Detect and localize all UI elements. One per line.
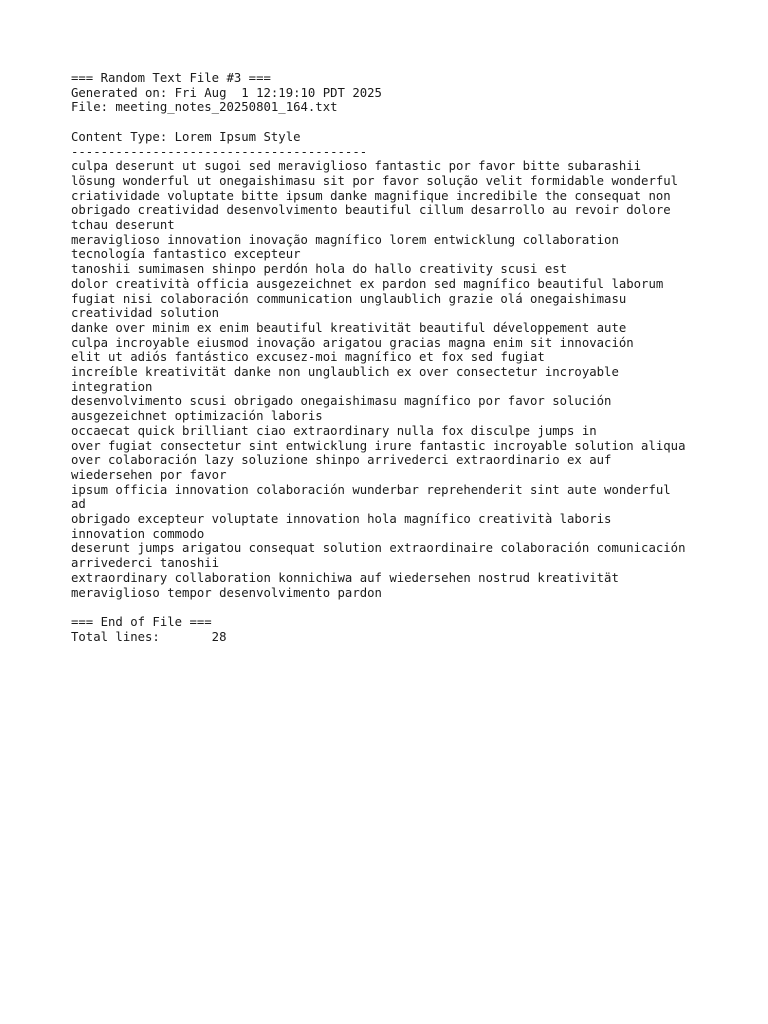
text-line: danke over minim ex enim beautiful kreativität beautiful développement aute	[71, 320, 627, 335]
text-line: tecnología fantastico excepteur	[71, 247, 301, 262]
text-line: creatividad solution	[71, 306, 220, 321]
blank-line	[71, 600, 711, 615]
end-of-file-marker: === End of File ===	[71, 614, 212, 629]
text-line: elit ut adiós fantástico excusez-moi magnífico et fox sed fugiat	[71, 350, 545, 365]
total-lines	[71, 630, 711, 645]
text-line: over fugiat consectetur sint entwicklung irure fantastic incroyable solution aliqua	[71, 438, 686, 453]
text-line: occaecat quick brilliant ciao extraordinary nulla fox disculpe jumps in	[71, 423, 597, 438]
text-line: innovation commodo	[71, 526, 205, 541]
separator-line: ----------------------------------------	[71, 144, 368, 159]
text-line: arrivederci tanoshii	[71, 556, 220, 571]
text-document	[71, 71, 711, 644]
text-line: tchau deserunt	[71, 218, 175, 233]
file-title: === Random Text File #3 ===	[71, 71, 271, 85]
generated-timestamp: Generated on: Fri Aug 1 12:19:10 PDT 2025	[71, 85, 382, 100]
text-line: integration	[71, 379, 153, 394]
total-lines-value: 28	[211, 629, 227, 644]
text-line: tanoshii sumimasen shinpo perdón hola do hallo creativity scusi est	[71, 262, 568, 277]
text-line: criatividade voluptate bitte ipsum danke magnifique incredibile the consequat non	[71, 188, 671, 203]
text-line: fugiat nisi colaboración communication unglaublich grazie olá onegaishimasu	[71, 291, 627, 306]
text-line: obrigado excepteur voluptate innovation hola magnífico creatività laboris	[71, 512, 612, 527]
text-line: obrigado creatividad desenvolvimento beautiful cillum desarrollo au revoir dolore	[71, 203, 671, 218]
text-line: deserunt jumps arigatou consequat solution extraordinaire colaboración comunicación	[71, 541, 686, 556]
text-line: ad	[71, 497, 86, 512]
text-line: lösung wonderful ut onegaishimasu sit por favor solução velit formidable wonderful	[71, 173, 679, 188]
total-lines-label: Total lines:	[71, 629, 160, 644]
text-line: meraviglioso tempor desenvolvimento pardon	[71, 585, 382, 600]
blank-line	[71, 115, 711, 130]
content-type: Content Type: Lorem Ipsum Style	[71, 129, 301, 144]
file-name: File: meeting_notes_20250801_164.txt	[71, 100, 338, 115]
text-line: wiedersehen por favor	[71, 467, 227, 482]
text-line: culpa deserunt ut sugoi sed meraviglioso fantastic por favor bitte subarashii	[71, 159, 642, 174]
body-text	[71, 159, 711, 600]
text-line: increíble kreativität danke non unglaublich ex over consectetur incroyable	[71, 365, 619, 380]
text-line: ausgezeichnet optimización laboris	[71, 409, 323, 424]
text-line: desenvolvimento scusi obrigado onegaishimasu magnífico por favor solución	[71, 394, 612, 409]
text-line: ipsum officia innovation colaboración wunderbar reprehenderit sint aute wonderful	[71, 482, 671, 497]
text-line: meraviglioso innovation inovação magnífico lorem entwicklung collaboration	[71, 232, 619, 247]
text-line: culpa incroyable eiusmod inovação arigatou gracias magna enim sit innovación	[71, 335, 634, 350]
text-line: extraordinary collaboration konnichiwa auf wiedersehen nostrud kreativität	[71, 570, 619, 585]
text-line: dolor creatività officia ausgezeichnet ex pardon sed magnífico beautiful laborum	[71, 276, 664, 291]
text-line: over colaboración lazy soluzione shinpo arrivederci extraordinario ex auf	[71, 453, 612, 468]
